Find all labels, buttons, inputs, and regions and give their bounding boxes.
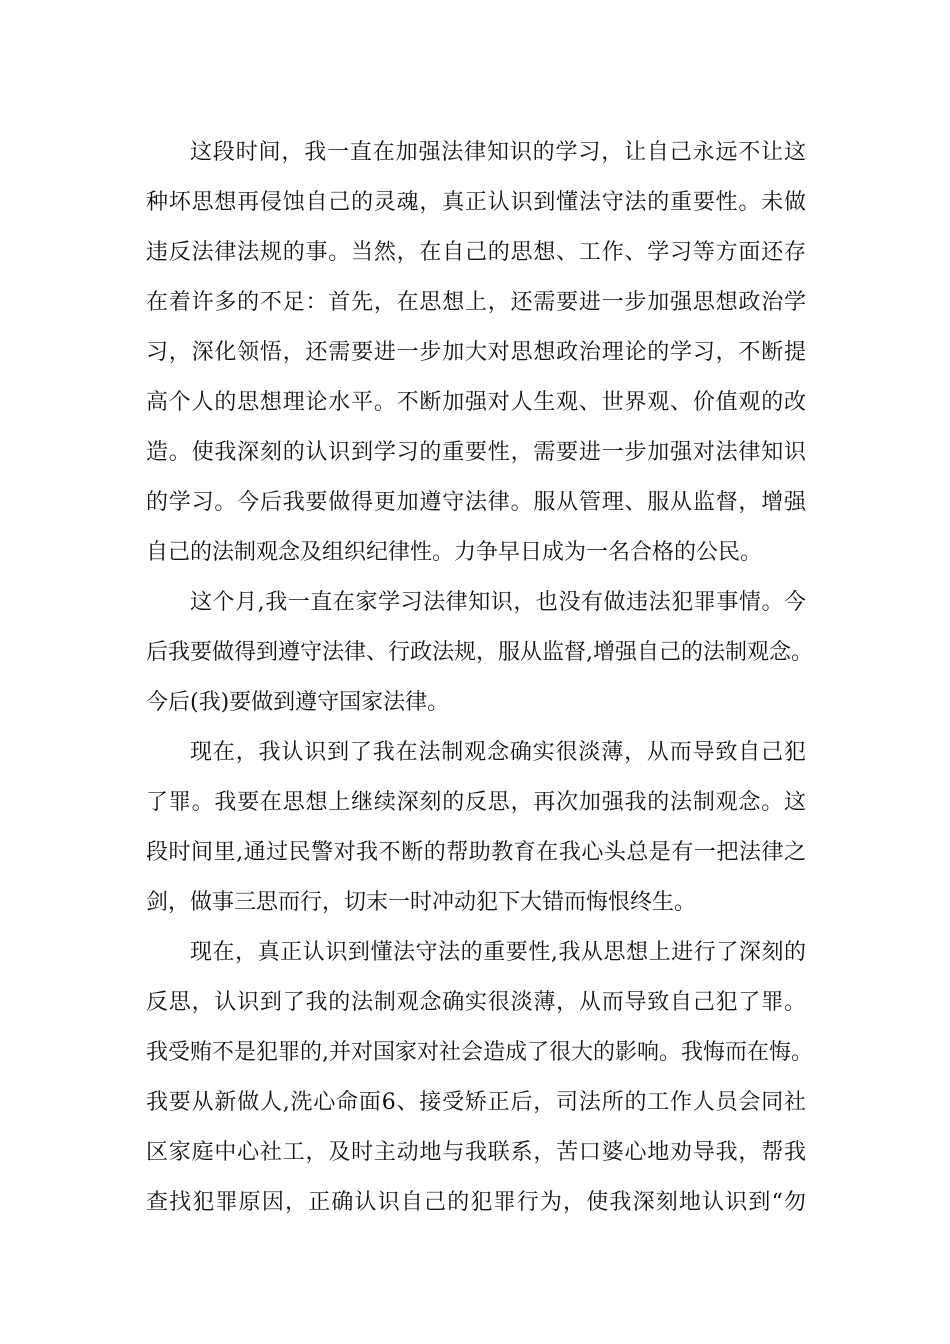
text-line: 查找犯罪原因，正确认识自己的犯罪行为，使我深刻地认识到“勿 [146, 1190, 806, 1215]
text-line: 现在，真正认识到懂法守法的重要性,我从思想上进行了深刻的 [190, 940, 806, 965]
paragraph-4 [146, 928, 813, 1228]
text-line: 段时间里,通过民警对我不断的帮助教育在我心头总是有一把法律之 [146, 840, 806, 865]
text-line: 区家庭中心社工，及时主动地与我联系，苦口婆心地劝导我，帮我 [146, 1140, 806, 1165]
text-line: 高个人的思想理论水平。不断加强对人生观、世界观、价值观的改 [146, 390, 806, 415]
text-line: 现在，我认识到了我在法制观念确实很淡薄，从而导致自己犯 [190, 740, 806, 765]
text-line: 种坏思想再侵蚀自己的灵魂，真正认识到懂法守法的重要性。未做 [146, 190, 806, 215]
paragraph-1 [146, 128, 806, 578]
paragraph-2 [146, 578, 813, 728]
text-line: 习，深化领悟，还需要进一步加大对思想政治理论的学习，不断提 [146, 340, 806, 365]
text-line: 违反法律法规的事。当然，在自己的思想、工作、学习等方面还存 [146, 240, 806, 265]
text-line: 的学习。今后我要做得更加遵守法律。服从管理、服从监督，增强 [146, 490, 806, 515]
text-line: 这段时间，我一直在加强法律知识的学习，让自己永远不让这 [190, 140, 806, 165]
text-line: 我受贿不是犯罪的,并对国家对社会造成了很大的影响。我悔而在悔。 [146, 1040, 813, 1065]
text-line: 了罪。我要在思想上继续深刻的反思，再次加强我的法制观念。这 [146, 790, 806, 815]
text-line: 剑，做事三思而行，切末一时冲动犯下大错而悔恨终生。 [146, 890, 697, 915]
paragraph-3 [146, 728, 806, 928]
text-line: 后我要做得到遵守法律、行政法规，服从监督,增强自己的法制观念。 [146, 640, 813, 665]
text-line: 自己的法制观念及组织纪律性。力争早日成为一名合格的公民。 [146, 540, 763, 565]
text-line: 造。使我深刻的认识到学习的重要性，需要进一步加强对法律知识 [146, 440, 806, 465]
text-line: 反思，认识到了我的法制观念确实很淡薄，从而导致自己犯了罪。 [146, 990, 806, 1015]
document-body [146, 128, 813, 1228]
text-line: 今后(我)要做到遵守国家法律。 [146, 690, 450, 715]
text-line: 这个月,我一直在家学习法律知识，也没有做违法犯罪事情。今 [190, 590, 806, 615]
text-line: 我要从新做人,洗心命面6、接受矫正后，司法所的工作人员会同社 [146, 1090, 806, 1115]
text-line: 在着许多的不足：首先，在思想上，还需要进一步加强思想政治学 [146, 290, 806, 315]
